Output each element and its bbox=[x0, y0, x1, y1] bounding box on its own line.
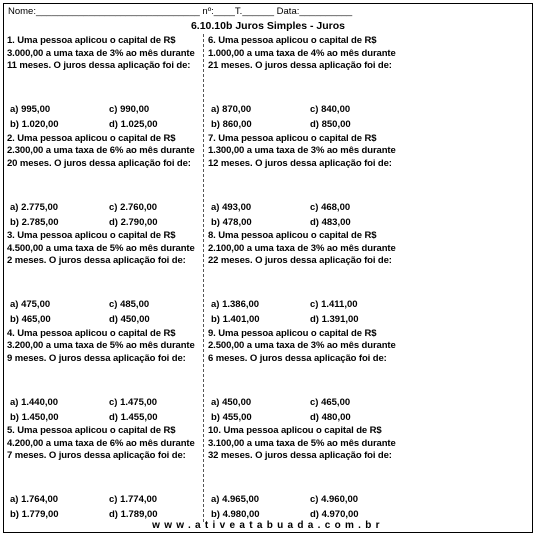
option-a: a) 2.775,00 bbox=[10, 201, 59, 213]
question-7 bbox=[208, 133, 403, 231]
option-a: a) 995,00 bbox=[10, 104, 51, 115]
option-b: b) 465,00 bbox=[10, 314, 51, 325]
question-1 bbox=[7, 35, 202, 133]
option-c: c) 465,00 bbox=[310, 396, 351, 408]
question-8 bbox=[208, 230, 403, 328]
question-text: 7. Uma pessoa aplicou o capital de R$ 1.300,00 a uma taxa de 3% ao mês durante 12 meses. O juros dessa aplicação foi de: bbox=[208, 132, 396, 169]
option-c: c) 1.475,00 bbox=[109, 396, 158, 408]
worksheet-page bbox=[3, 3, 533, 533]
question-text: 8. Uma pessoa aplicou o capital de R$ 2.100,00 a uma taxa de 3% ao mês durante 22 meses. O juros dessa aplicação foi de: bbox=[208, 230, 396, 267]
option-c: c) 990,00 bbox=[109, 104, 150, 115]
option-a: a) 475,00 bbox=[10, 299, 51, 310]
question-text: 6. Uma pessoa aplicou o capital de R$ 1.000,00 a uma taxa de 4% ao mês durante 21 meses. O juros dessa aplicação foi de: bbox=[208, 35, 396, 72]
option-d: d) 483,00 bbox=[310, 216, 351, 228]
option-c: c) 2.760,00 bbox=[109, 201, 158, 213]
option-b: b) 2.785,00 bbox=[10, 216, 59, 228]
question-text: 4. Uma pessoa aplicou o capital de R$ 3.200,00 a uma taxa de 5% ao mês durante 9 meses. O juros dessa aplicação foi de: bbox=[7, 327, 195, 364]
question-text: 3. Uma pessoa aplicou o capital de R$ 4.500,00 a uma taxa de 5% ao mês durante 2 meses. O juros dessa aplicação foi de: bbox=[7, 230, 195, 267]
option-b: b) 1.020,00 bbox=[10, 119, 59, 130]
question-2 bbox=[7, 133, 202, 231]
option-d: d) 4.970,00 bbox=[310, 509, 359, 520]
option-c: c) 840,00 bbox=[310, 104, 351, 115]
left-column bbox=[7, 35, 202, 523]
option-b: b) 860,00 bbox=[211, 119, 252, 130]
option-d: d) 1.391,00 bbox=[310, 314, 359, 325]
option-c: c) 485,00 bbox=[109, 299, 150, 310]
option-b: b) 1.779,00 bbox=[10, 509, 59, 520]
question-9 bbox=[208, 328, 403, 426]
option-a: a) 493,00 bbox=[211, 201, 252, 213]
question-text: 1. Uma pessoa aplicou o capital de R$ 3.000,00 a uma taxa de 3% ao mês durante 11 meses. O juros dessa aplicação foi de: bbox=[7, 35, 195, 72]
question-text: 2. Uma pessoa aplicou o capital de R$ 2.300,00 a uma taxa de 6% ao mês durante 20 meses. O juros dessa aplicação foi de: bbox=[7, 132, 195, 169]
option-d: d) 1.455,00 bbox=[109, 411, 158, 423]
option-a: a) 1.764,00 bbox=[10, 494, 59, 505]
question-6 bbox=[208, 35, 403, 133]
option-a: a) 1.440,00 bbox=[10, 396, 59, 408]
option-b: b) 455,00 bbox=[211, 411, 252, 423]
option-b: b) 478,00 bbox=[211, 216, 252, 228]
option-c: c) 1.774,00 bbox=[109, 494, 158, 505]
option-c: c) 1.411,00 bbox=[310, 299, 358, 310]
question-4 bbox=[7, 328, 202, 426]
question-10 bbox=[208, 425, 403, 523]
question-5 bbox=[7, 425, 202, 523]
option-d: d) 2.790,00 bbox=[109, 216, 158, 228]
option-b: b) 4.980,00 bbox=[211, 509, 260, 520]
option-a: a) 4.965,00 bbox=[211, 494, 260, 505]
worksheet-title: 6.10.10b Juros Simples - Juros bbox=[190, 20, 346, 32]
question-text: 10. Uma pessoa aplicou o capital de R$ 3.100,00 a uma taxa de 5% ao mês durante 32 meses. O juros dessa aplicação foi de: bbox=[208, 425, 396, 462]
option-d: d) 1.789,00 bbox=[109, 509, 158, 520]
option-a: a) 1.386,00 bbox=[211, 299, 260, 310]
option-a: a) 450,00 bbox=[211, 396, 252, 408]
option-a: a) 870,00 bbox=[211, 104, 252, 115]
question-3 bbox=[7, 230, 202, 328]
option-d: d) 850,00 bbox=[310, 119, 351, 130]
question-text: 9. Uma pessoa aplicou o capital de R$ 2.500,00 a uma taxa de 3% ao mês durante 6 meses. O juros dessa aplicação foi de: bbox=[208, 327, 396, 364]
question-text: 5. Uma pessoa aplicou o capital de R$ 4.200,00 a uma taxa de 6% ao mês durante 7 meses. O juros dessa aplicação foi de: bbox=[7, 425, 195, 462]
header-fields: Nome:_______________________________ nº:____T.______ Data:__________ bbox=[8, 6, 353, 17]
option-b: b) 1.401,00 bbox=[211, 314, 260, 325]
option-d: d) 1.025,00 bbox=[109, 119, 158, 130]
right-column bbox=[208, 35, 403, 523]
option-d: d) 480,00 bbox=[310, 411, 351, 423]
site-url-footer: www.ativeatabuada.com.br bbox=[152, 520, 384, 531]
option-d: d) 450,00 bbox=[109, 314, 150, 325]
column-divider bbox=[203, 34, 204, 522]
option-c: c) 468,00 bbox=[310, 201, 351, 213]
option-c: c) 4.960,00 bbox=[310, 494, 359, 505]
option-b: b) 1.450,00 bbox=[10, 411, 59, 423]
